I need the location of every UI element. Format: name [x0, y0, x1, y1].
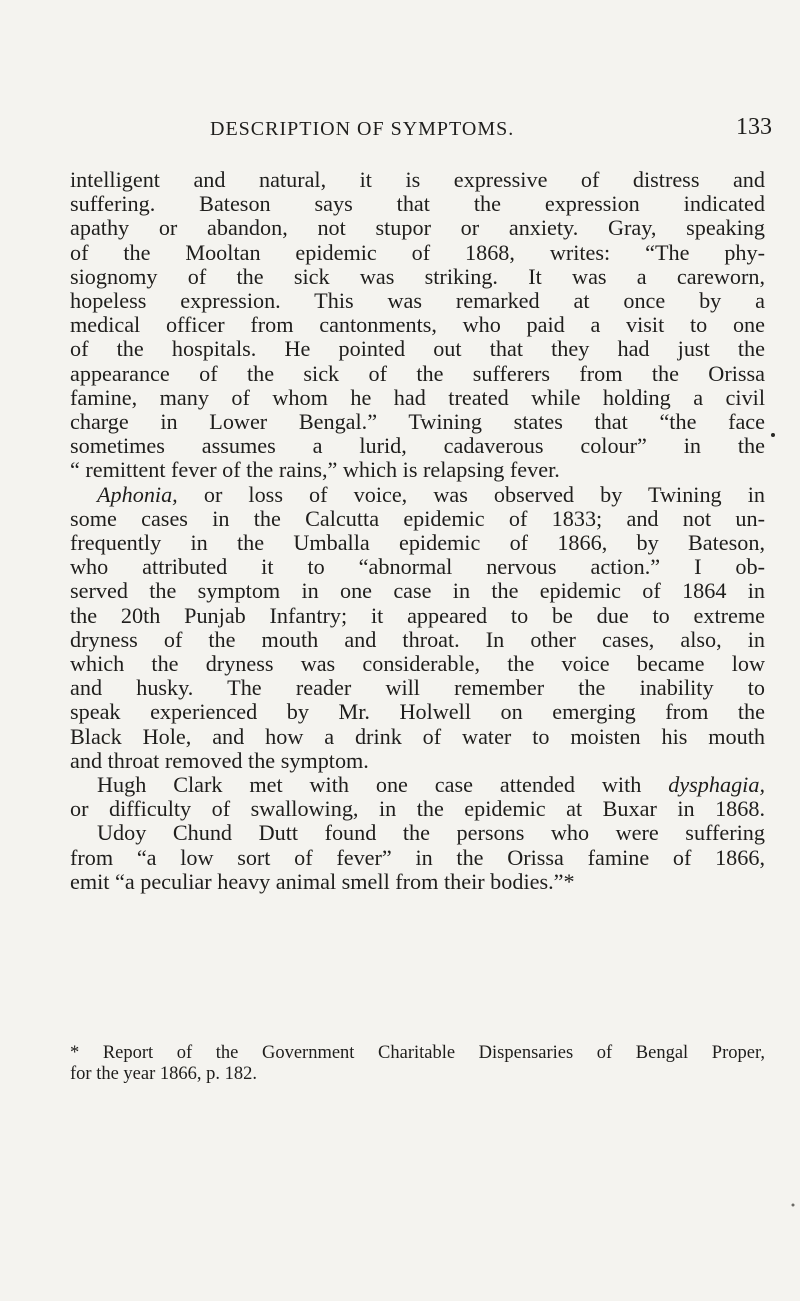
italic-term: Aphonia,: [97, 481, 178, 507]
text-line: appearance of the sick of the sufferers from the Orissa: [70, 360, 765, 386]
text-line: [70, 773, 765, 797]
text-line: apathy or abandon, not stupor or anxiety. Gray, speaking: [70, 215, 765, 241]
text-line: served the symptom in one case in the epidemic of 1864 in: [70, 578, 765, 604]
footnote-line: * Report of the Government Charitable Dispensaries of Bengal Proper,: [70, 1043, 765, 1063]
text-line: Black Hole, and how a drink of water to moisten his mouth: [70, 723, 765, 749]
text-line: frequently in the Umballa epidemic of 1866, by Bateson,: [70, 530, 765, 556]
text-line: siognomy of the sick was striking. It was a careworn,: [70, 263, 765, 289]
text-line: Udoy Chund Dutt found the persons who were suffering: [97, 820, 765, 846]
italic-term: dysphagia,: [668, 772, 765, 798]
text-line: some cases in the Calcutta epidemic of 1833; and not un-: [70, 505, 765, 531]
text-line: and throat removed the symptom.: [70, 747, 369, 773]
ink-speck: [771, 433, 775, 437]
text-line: [70, 483, 765, 507]
text-line: of the hospitals. He pointed out that they had just the: [70, 336, 765, 362]
text-line: speak experienced by Mr. Holwell on emerging from the: [70, 699, 765, 725]
text-line: which the dryness was considerable, the voice became low: [70, 651, 765, 677]
text-line: sometimes assumes a lurid, cadaverous colour” in the: [70, 433, 765, 459]
text-line: famine, many of whom he had treated while holding a civil: [70, 384, 765, 410]
footnote-line: for the year 1866, p. 182.: [70, 1064, 258, 1084]
text-line: medical officer from cantonments, who paid a visit to one: [70, 312, 765, 338]
text-line: charge in Lower Bengal.” Twining states that “the face: [70, 409, 765, 435]
text-line: and husky. The reader will remember the inability to: [70, 675, 765, 701]
text-line: who attributed it to “abnormal nervous action.” I ob-: [70, 554, 765, 580]
running-title: DESCRIPTION OF SYMPTOMS.: [210, 118, 515, 140]
text-line: intelligent and natural, it is expressive of distress and: [70, 167, 765, 192]
text-line: “ remittent fever of the rains,” which is relapsing fever.: [70, 457, 560, 483]
text-line: dryness of the mouth and throat. In other cases, also, in: [70, 626, 765, 652]
text-line: of the Mooltan epidemic of 1868, writes: “The phy-: [70, 239, 765, 265]
text-line: from “a low sort of fever” in the Orissa famine of 1866,: [70, 844, 765, 870]
line-text: or loss of voice, was observed by Twining in: [203, 481, 766, 507]
text-line: emit “a peculiar heavy animal smell from their bodies.”*: [70, 868, 575, 894]
text-line: the 20th Punjab Infantry; it appeared to be due to extreme: [70, 602, 765, 628]
body-text: [70, 168, 765, 894]
text-line: or difficulty of swallowing, in the epidemic at Buxar in 1868.: [70, 796, 765, 822]
ink-speck: [792, 1204, 795, 1207]
page-number: 133: [736, 114, 772, 140]
line-text: Hugh Clark met with one case attended with: [97, 772, 642, 798]
text-line: hopeless expression. This was remarked at once by a: [70, 288, 765, 314]
text-line: suffering. Bateson says that the expression indicated: [70, 191, 765, 217]
footnote: [70, 1043, 765, 1085]
